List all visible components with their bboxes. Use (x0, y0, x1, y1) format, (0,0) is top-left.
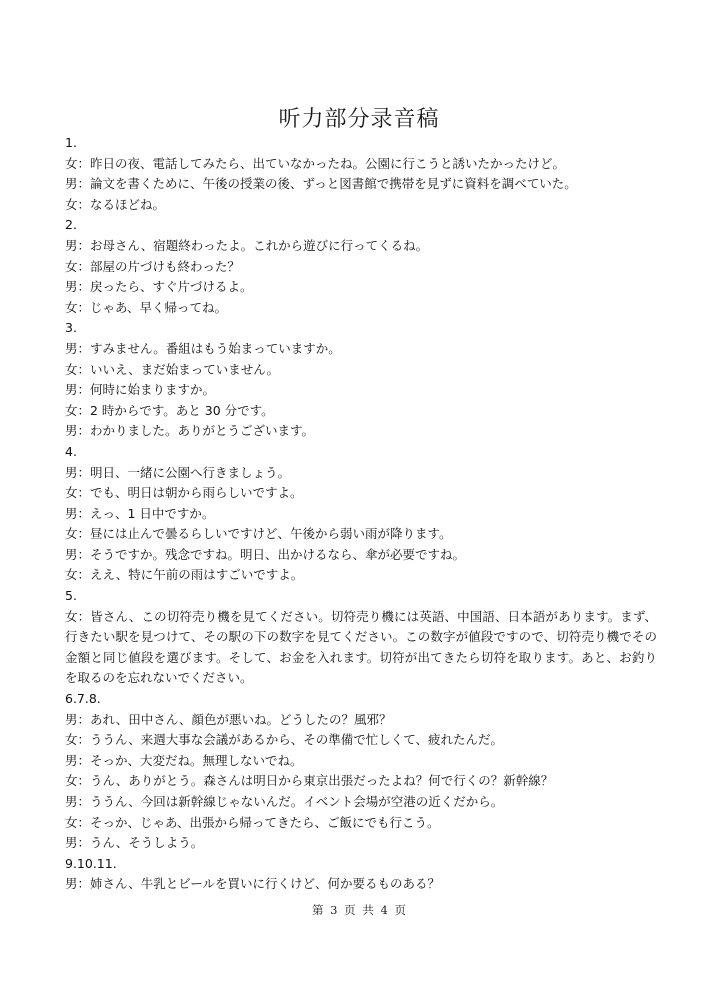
dialogue-line: 男：論文を書くために、午後の授業の後、ずっと図書館で携帯を見ずに資料を調べていた。 (65, 176, 577, 192)
dialogue-line: 男：うん、そうしよう。 (65, 835, 204, 851)
dialogue-line: 女：部屋の片づけも終わった？ (65, 258, 240, 274)
transcript-body (65, 133, 657, 895)
dialogue-line: 男：ううん、今回は新幹線じゃないんだ。イベント会場が空港の近くだから。 (65, 794, 504, 809)
dialogue-line: 男：戻ったら、すぐ片づけるよ。 (65, 279, 253, 295)
dialogue-line: 男：そっか、大変だね。無理しないでね。 (65, 752, 303, 768)
dialogue-line: 男：そうですか。残念ですね。明日、出かけるなら、傘が必要ですね。 (65, 546, 466, 562)
dialogue-line: 女：ええ、特に午前の雨はすごいですよ。 (65, 567, 304, 583)
dialogue-line: 女：なるほどね。 (65, 196, 166, 212)
dialogue-line: 女：ううん、来週大事な会議があるから、その準備で忙しくて、疲れたんだ。 (65, 732, 504, 748)
dialogue-line: 男：明日、一緒に公園へ行きましょう。 (65, 464, 291, 480)
dialogue-line: 女：でも、明日は朝から雨らしいですよ。 (65, 485, 303, 501)
question-number: 2. (65, 217, 77, 233)
page-footer: 第 3 页 共 4 页 (312, 903, 406, 917)
question-number: 6.7.8. (65, 691, 101, 707)
dialogue-line: 男：わかりました。ありがとうございます。 (65, 423, 315, 439)
dialogue-line: 男：えっ、1 日中ですか。 (65, 505, 215, 521)
question-number: 4. (65, 443, 77, 459)
question-number: 5. (65, 588, 77, 604)
dialogue-line: 女：いいえ、まだ始まっていません。 (65, 361, 280, 377)
question-number: 9.10.11. (65, 855, 117, 871)
dialogue-line: 男：姉さん、牛乳とビールを買いに行くけど、何か要るものある？ (65, 876, 441, 892)
dialogue-line: 男：あれ、田中さん、顔色が悪いね。どうしたの？風邪？ (65, 711, 392, 727)
dialogue-line: 男：何時に始まりますか。 (65, 382, 216, 398)
dialogue-line: 女：そっか、じゃあ、出張から帰ってきたら、ご飯にでも行こう。 (65, 814, 440, 830)
dialogue-line: 男：すみません。番組はもう始まっていますか。 (65, 340, 341, 356)
monologue-paragraph: 女：皆さん、この切符売り機を見てください。切符売り機には英語、中国語、日本語があります。まず、行きたい駅を見つけて、その駅の下の数字を見てください。この数字が値段ですので、切符売り機でその金額と同じ値段を選びます。そして、お金を入れます。切符が出てきたら切符を取ります。あと、お釣りを取るのを忘れないでください。 (65, 608, 657, 686)
dialogue-line: 男：お母さん、宿題終わったよ。これから遊びに行ってくるね。 (65, 237, 429, 253)
dialogue-line: 女：2 時からです。あと 30 分です。 (65, 402, 274, 418)
dialogue-line: 女：うん、ありがとう。森さんは明日から東京出張だったよね？何で行くの？新幹線？ (65, 773, 554, 789)
document-title: 听力部分录音稿 (278, 107, 440, 132)
question-number: 3. (65, 320, 77, 336)
question-number: 1. (65, 135, 77, 150)
dialogue-line: 女：じゃあ、早く帰ってね。 (65, 299, 228, 315)
dialogue-line: 女：昼には止んで曇るらしいですけど、午後から弱い雨が降ります。 (65, 526, 452, 542)
dialogue-line: 女：昨日の夜、電話してみたら、出ていなかったね。公園に行こうと誘いたかったけど。 (65, 155, 566, 171)
